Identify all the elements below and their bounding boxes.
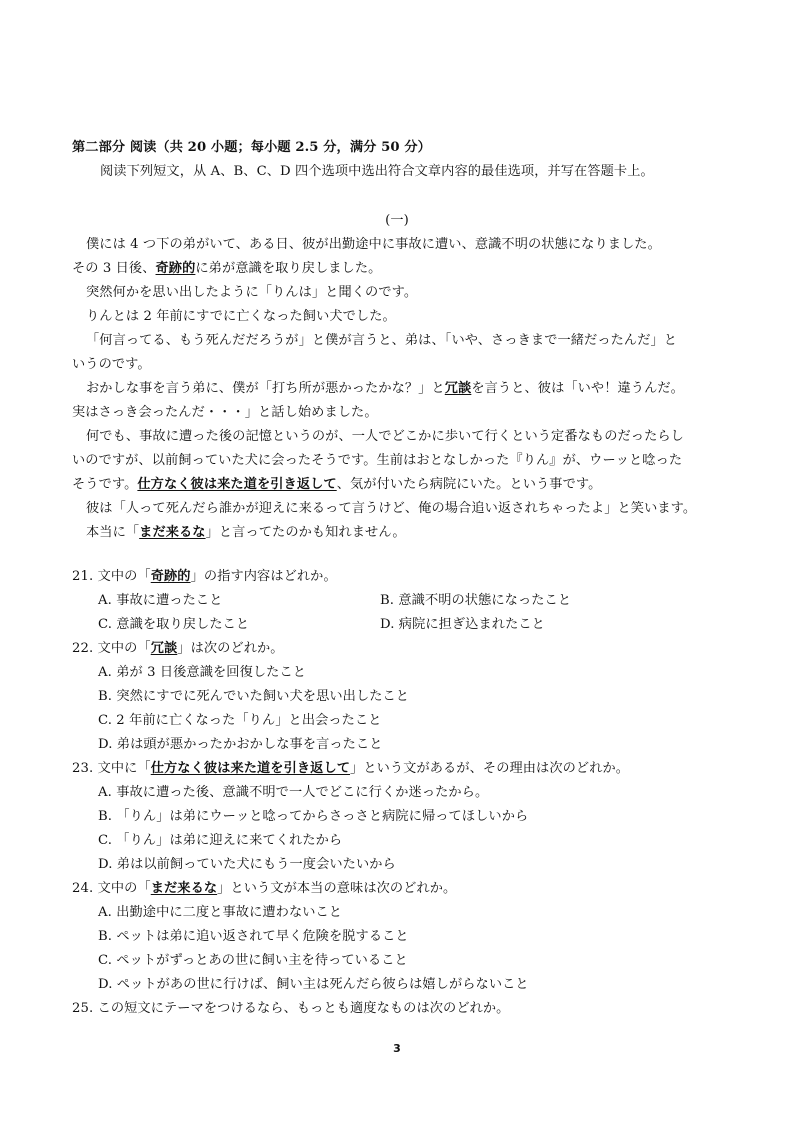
question-23-option-a: A. 事故に遭った後、意識不明で一人でどこに行くか迷ったから。 [98,785,489,800]
passage-line-3: 突然何かを思い出したように「りんは」と聞くのです。 [86,285,418,300]
passage-line-7 [86,380,684,398]
question-22-option-d: D. 弟は頭が悪かったかおかしな事を言ったこと [98,737,383,752]
underlined-phrase: まだ来るな [150,881,218,896]
question-21-stem [72,568,337,586]
passage-line-1: 僕には 4 つ下の弟がいて、ある日、彼が出勤途中に事故に遭い、意識不明の状態になりました。 [86,237,661,252]
text-run: 」という文が本当の意味は次のどれか。 [217,881,457,896]
page-number: 3 [393,1042,401,1055]
text-run: そうです。 [72,477,138,492]
question-23-option-d: D. 弟は以前飼っていた犬にもう一度会いたいから [98,857,396,872]
text-run: 22. 文中の「 [72,641,151,656]
question-24-option-c: C. ペットがずっとあの世に飼い主を待っていること [98,953,408,968]
underlined-phrase: 仕方なく彼は来た道を引き返して [150,761,351,776]
question-21-option-c: C. 意識を取り戻したこと [98,617,250,632]
text-run: 」という文があるが、その理由は次のどれか。 [350,761,630,776]
passage-line-9: 何でも、事故に遭った後の記憶というのが、一人でどこかに歩いて行くという定番なものだったらし [86,429,684,444]
text-run: 」と言ってたのかも知れません。 [205,525,406,540]
passage-line-11 [72,476,601,494]
question-23-option-b: B. 「りん」は弟にウーッと唸ってからさっさと病院に帰ってほしいから [98,809,529,824]
passage-line-12: 彼は「人って死んだら誰かが迎えに来るって言うけど、俺の場合追い返されちゃったよ」と笑います。 [86,501,697,516]
question-22-option-a: A. 弟が 3 日後意識を回復したこと [98,665,307,680]
question-22-option-c: C. 2 年前に亡くなった「りん」と出会ったこと [98,713,382,728]
section-heading: 第二部分 阅读（共 20 小题；每小题 2.5 分，满分 50 分） [72,140,431,155]
passage-line-6: いうのです。 [72,357,151,372]
question-23-option-c: C. 「りん」は弟に迎えに来てくれたから [98,833,343,848]
underlined-phrase-hikikaeshite: 仕方なく彼は来た道を引き返して [137,477,337,492]
passage-line-10: いのですが、以前飼っていた犬に会ったそうです。生前はおとなしかった『りん』が、ウーッと唸った [72,453,683,468]
text-run: 本当に「 [86,525,140,540]
question-21-option-a: A. 事故に遭ったこと [98,593,223,608]
text-run: を言うと、彼は「いや！違うんだ。 [471,381,684,396]
question-22-stem [72,640,284,658]
question-24-stem [72,880,456,898]
text-run: その 3 日後、 [72,261,156,276]
underlined-term-joudan: 冗談 [444,381,472,396]
question-24-option-a: A. 出勤途中に二度と事故に遭わないこと [98,905,343,920]
passage-line-5: 「何言ってる、もう死んだだろうが」と僕が言うと、弟は、「いや、さっきまで一緒だったんだ」と [86,333,678,348]
underlined-phrase-madakuruna: まだ来るな [139,525,206,540]
section-instruction: 阅读下列短文，从 A、B、C、D 四个选项中选出符合文章内容的最佳选项，并写在答题卡上。 [100,164,654,179]
passage-line-2 [72,260,381,278]
passage-line-13 [86,524,406,542]
text-run: 23. 文中に「 [72,761,151,776]
text-run: 」の指す内容はどれか。 [190,569,337,584]
question-25-stem: 25. この短文にテーマをつけるなら、もっとも適度なものは次のどれか。 [72,1001,510,1016]
question-21-option-d: D. 病院に担ぎ込まれたこと [380,617,545,632]
question-23-stem [72,760,629,778]
text-run: 21. 文中の「 [72,569,151,584]
text-run: 24. 文中の「 [72,881,151,896]
passage-number: (一) [385,213,409,228]
question-21-option-b: B. 意識不明の状態になったこと [380,593,572,608]
underlined-term-kisekiteki: 奇跡的 [155,261,196,276]
question-24-option-b: B. ペットは弟に追い返されて早く危険を脱すること [98,929,409,944]
underlined-term: 冗談 [150,641,178,656]
passage-line-4: りんとは 2 年前にすでに亡くなった飼い犬でした。 [86,309,396,324]
text-run: 、気が付いたら病院にいた。という事です。 [336,477,602,492]
question-22-option-b: B. 突然にすでに死んでいた飼い犬を思い出したこと [98,689,410,704]
underlined-term: 奇跡的 [150,569,191,584]
passage-line-8: 実はさっき会ったんだ・・・」と話し始めました。 [72,405,378,420]
question-24-option-d: D. ペットがあの世に行けば、飼い主は死んだら彼らは嬉しがらないこと [98,977,529,992]
text-run: 」は次のどれか。 [177,641,284,656]
text-run: に弟が意識を取り戻しました。 [195,261,382,276]
text-run: おかしな事を言う弟に、僕が「打ち所が悪かったかな？」と [86,381,445,396]
